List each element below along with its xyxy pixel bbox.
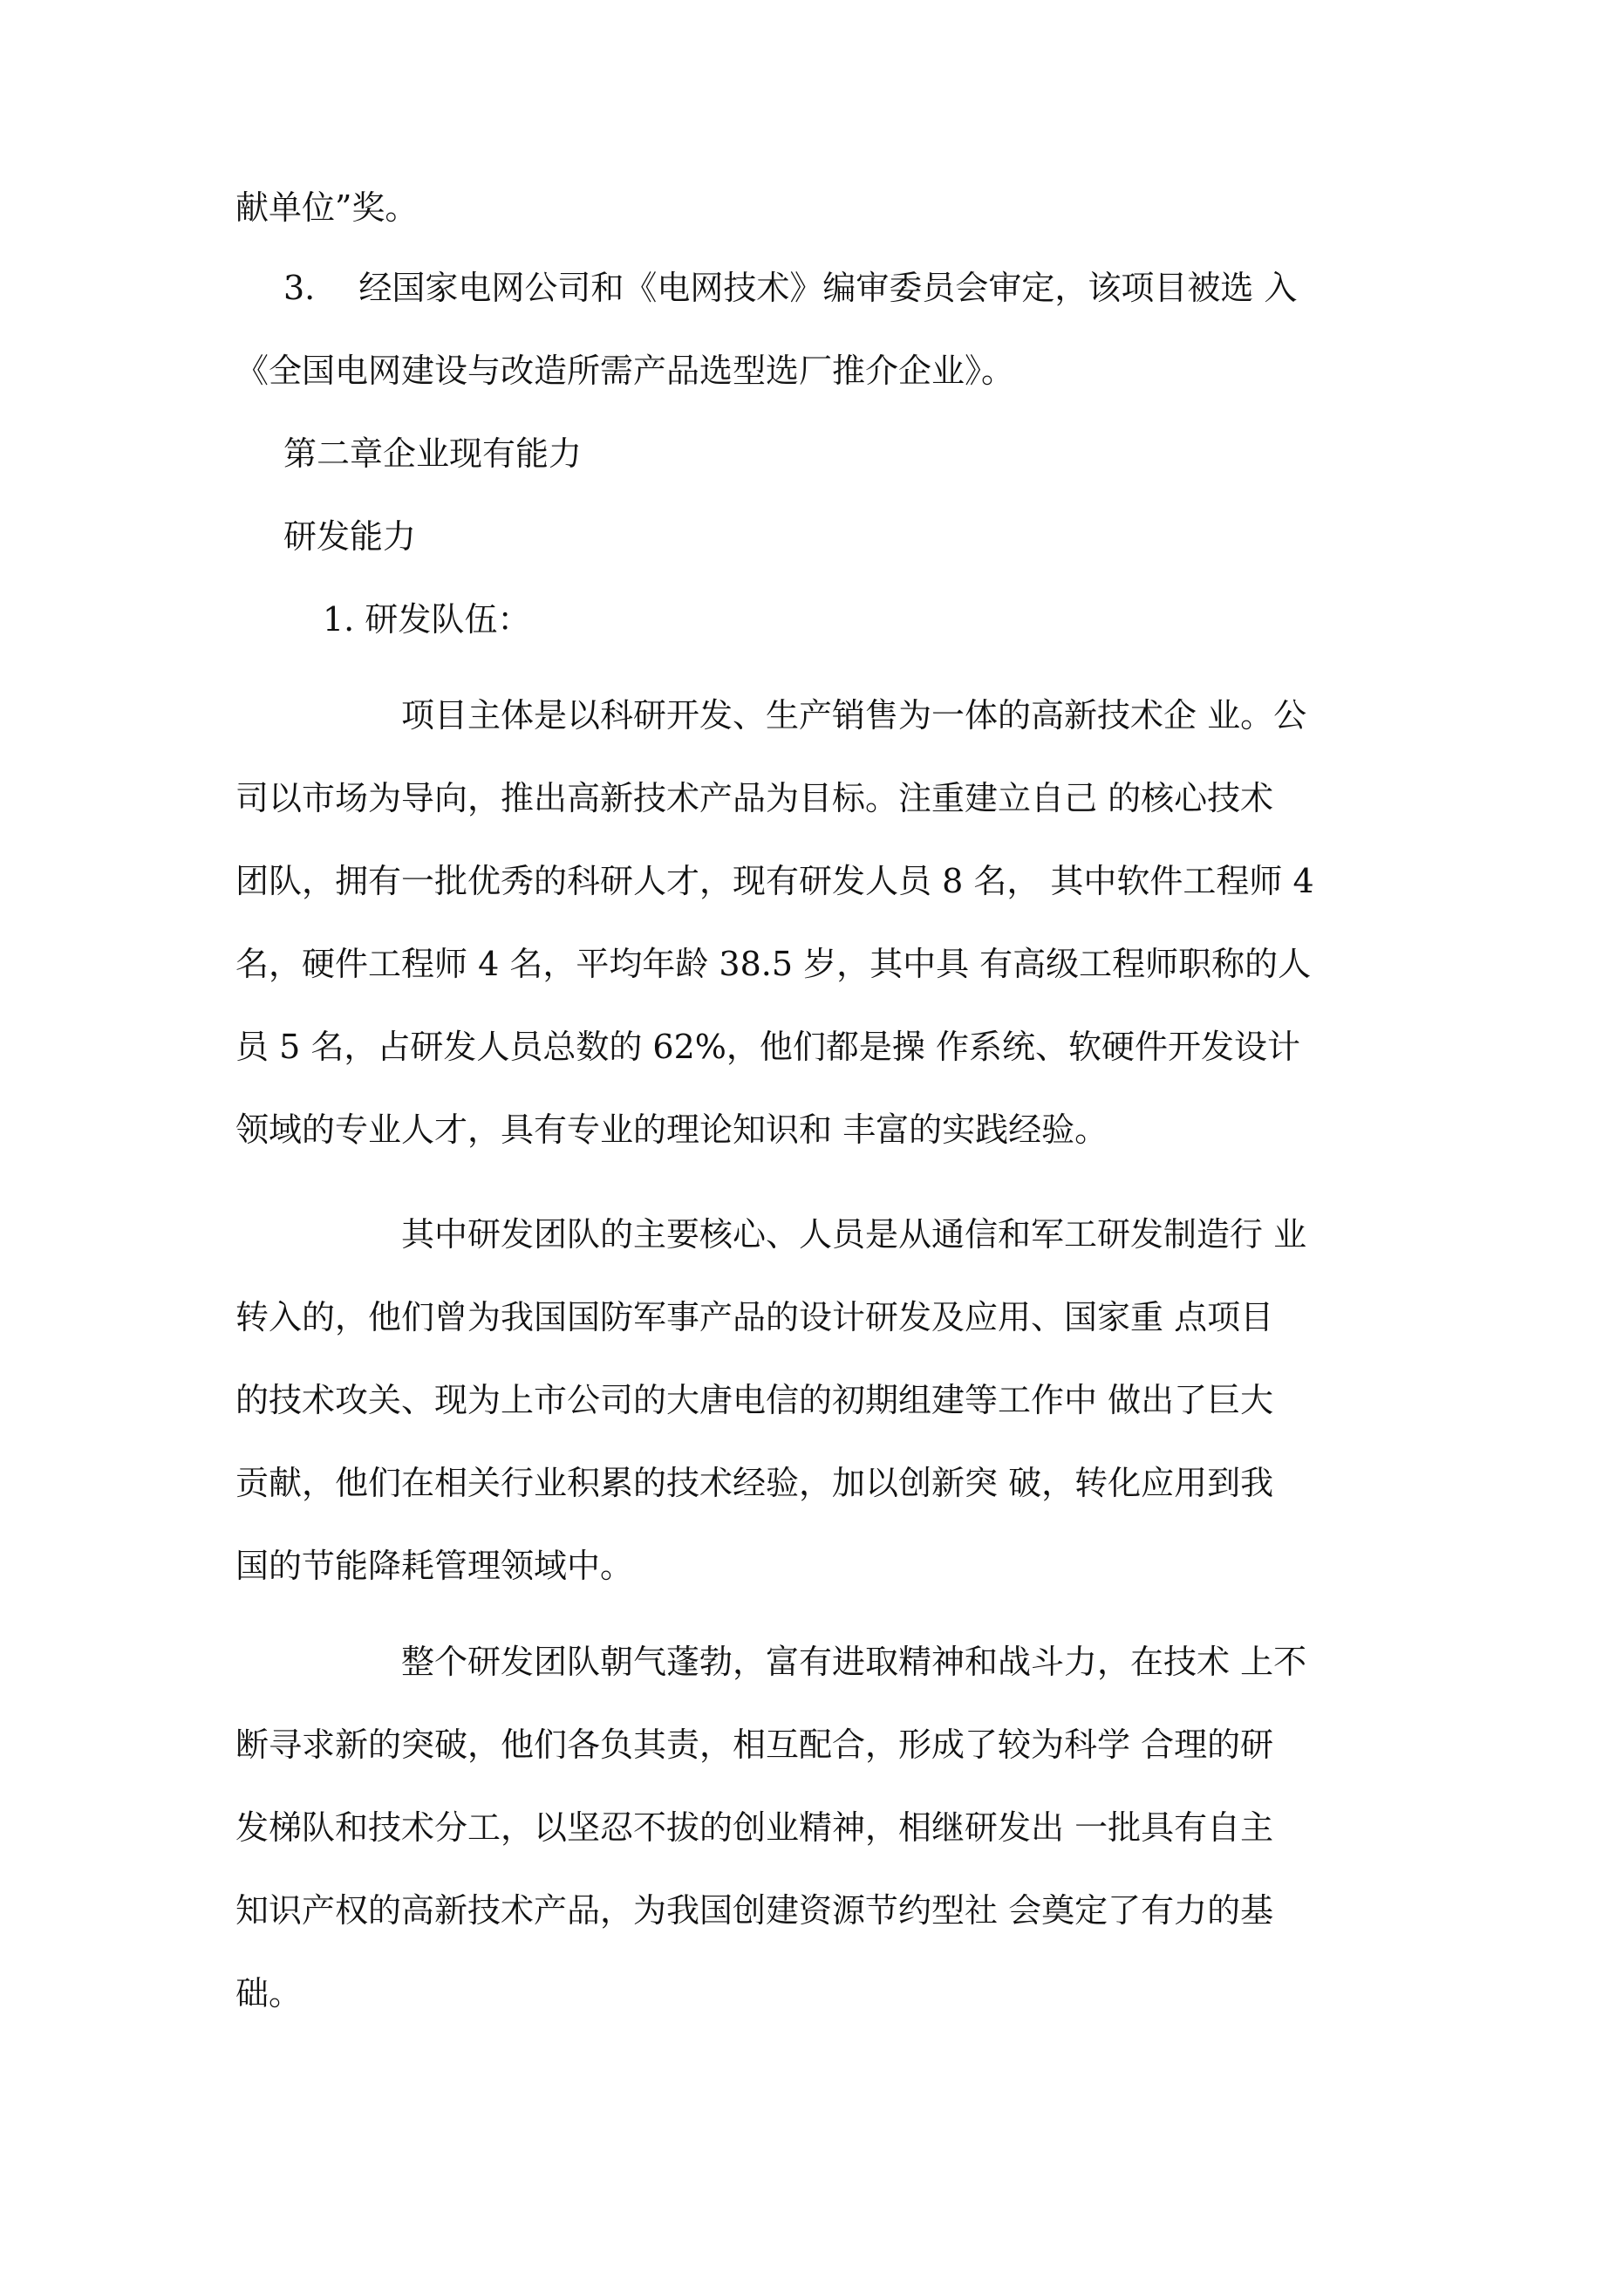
paragraph-line: 转入的，他们曾为我国国防军事产品的设计研发及应用、国家重 点项目 [235,1298,1274,1336]
paragraph-line: 的技术攻关、现为上市公司的大唐电信的初期组建等工作中 做出了巨大 [235,1381,1274,1419]
paragraph-line: 领域的专业人才，具有专业的理论知识和 丰富的实践经验。 [235,1110,1108,1149]
paragraph-line: 项目主体是以科研开发、生产销售为一体的高新技术企 业。公 [401,696,1307,735]
paragraph-line: 整个研发团队朝气蓬勃，富有进取精神和战斗力，在技术 上不 [401,1643,1307,1681]
paragraph-line: 《全国电网建设与改造所需产品选型选厂推介企业》。 [235,352,1015,390]
paragraph-line: 础。 [235,1974,303,2012]
section-heading: 第二章企业现有能力 [283,434,583,473]
paragraph-line: 3. 经国家电网公司和《电网技术》编审委员会审定，该项目被选 入 [283,269,1298,307]
paragraph-line: 知识产权的高新技术产品，为我国创建资源节约型社 会奠定了有力的基 [235,1891,1274,1930]
paragraph-line: 献单位”奖。 [235,188,419,227]
subsection-heading: 研发能力 [283,517,417,556]
paragraph-line: 国的节能降耗管理领域中。 [235,1547,634,1585]
paragraph-line: 司以市场为导向，推出高新技术产品为目标。注重建立自己 的核心技术 [235,779,1274,817]
paragraph-line: 员 5 名，占研发人员总数的 62%，他们都是操 作系统、软硬件开发设计 [235,1028,1300,1066]
paragraph-line: 发梯队和技术分工，以坚忍不拔的创业精神，相继研发出 一批具有自主 [235,1808,1274,1847]
paragraph-line: 其中研发团队的主要核心、人员是从通信和军工研发制造行 业 [401,1215,1307,1254]
paragraph-line: 贡献，他们在相关行业积累的技术经验，加以创新突 破，转化应用到我 [235,1464,1274,1502]
list-heading: 1. 研发队伍： [323,600,531,639]
paragraph-line: 断寻求新的突破，他们各负其责，相互配合，形成了较为科学 合理的研 [235,1725,1274,1764]
paragraph-line: 团队，拥有一批优秀的科研人才，现有研发人员 8 名， 其中软件工程师 4 [235,862,1314,900]
paragraph-line: 名，硬件工程师 4 名，平均年龄 38.5 岁，其中具 有高级工程师职称的人 [235,945,1312,983]
